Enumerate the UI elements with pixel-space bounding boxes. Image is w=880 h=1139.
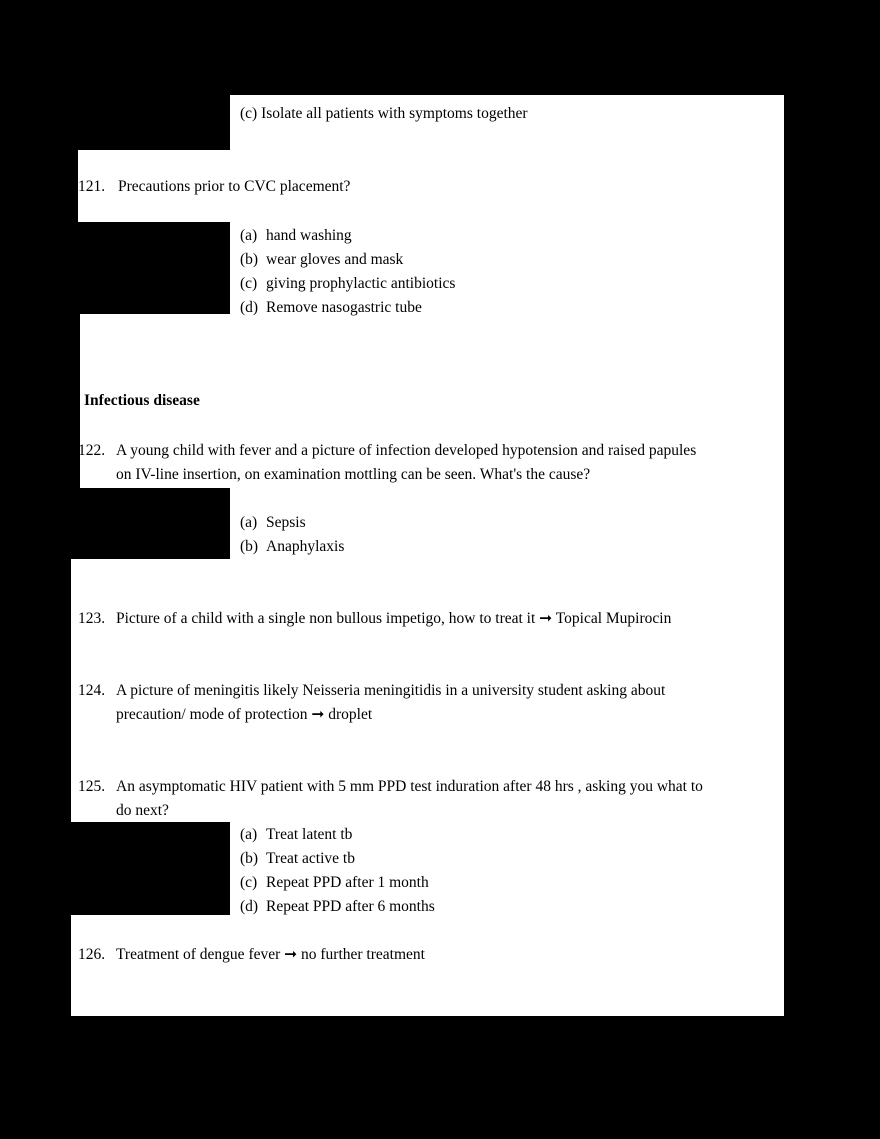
- question-125-option-d: [240, 895, 435, 919]
- option-tag: (b): [240, 251, 259, 268]
- question-121-option-d: [240, 296, 422, 320]
- question-123-line1: Picture of a child with a single non bullous impetigo, how to treat it ➞ Topical Mupirocin: [116, 610, 672, 627]
- option-tag: (a): [240, 826, 258, 843]
- question-125-option-a: [240, 823, 352, 847]
- option-text: Repeat PPD after 1 month: [266, 874, 429, 891]
- question-125-line2: do next?: [116, 802, 169, 819]
- option-text: Sepsis: [266, 514, 306, 531]
- option-text: Anaphylaxis: [266, 538, 345, 555]
- question-125-option-b: [240, 847, 355, 871]
- question-125-option-c: [240, 871, 429, 895]
- option-text: Remove nasogastric tube: [266, 299, 422, 316]
- option-text: Treat active tb: [266, 850, 355, 867]
- orphan-option-c: (c) Isolate all patients with symptoms together: [240, 105, 528, 122]
- question-126-line1: Treatment of dengue fever ➞ no further treatment: [116, 946, 425, 963]
- option-text: hand washing: [266, 227, 352, 244]
- question-121-option-a: [240, 224, 352, 248]
- question-122-option-b: [240, 535, 344, 559]
- option-tag: (a): [240, 514, 258, 531]
- question-125-number: 125.: [78, 778, 106, 795]
- question-122-line1: A young child with fever and a picture of infection developed hypotension and raised papules: [116, 442, 697, 459]
- question-121-option-c: [240, 272, 455, 296]
- option-tag: (b): [240, 850, 259, 867]
- question-124-line2: precaution/ mode of protection ➞ droplet: [116, 706, 373, 723]
- option-text: wear gloves and mask: [266, 251, 404, 268]
- question-124-line1: A picture of meningitis likely Neisseria meningitidis in a university student asking about: [116, 682, 666, 699]
- section-heading-infectious-disease: Infectious disease: [84, 392, 200, 409]
- option-tag: (b): [240, 538, 259, 555]
- option-tag: (d): [240, 299, 259, 316]
- question-122-option-a: [240, 511, 306, 535]
- question-124-number: 124.: [78, 682, 106, 699]
- question-122-line2: on IV-line insertion, on examination mottling can be seen. What's the cause?: [116, 466, 591, 483]
- question-121-number: 121.: [78, 178, 106, 195]
- option-tag: (c): [240, 275, 258, 292]
- option-text: Treat latent tb: [266, 826, 353, 843]
- option-text: giving prophylactic antibiotics: [266, 275, 456, 292]
- question-121-text: Precautions prior to CVC placement?: [118, 178, 351, 195]
- option-text: Repeat PPD after 6 months: [266, 898, 435, 915]
- option-tag: (d): [240, 898, 259, 915]
- question-126-number: 126.: [78, 946, 106, 963]
- question-125-line1: An asymptomatic HIV patient with 5 mm PPD test induration after 48 hrs , asking you what to: [116, 778, 703, 795]
- question-121-option-b: [240, 248, 403, 272]
- option-tag: (a): [240, 227, 258, 244]
- question-122-number: 122.: [78, 442, 106, 459]
- question-123-number: 123.: [78, 610, 106, 627]
- option-tag: (c): [240, 874, 258, 891]
